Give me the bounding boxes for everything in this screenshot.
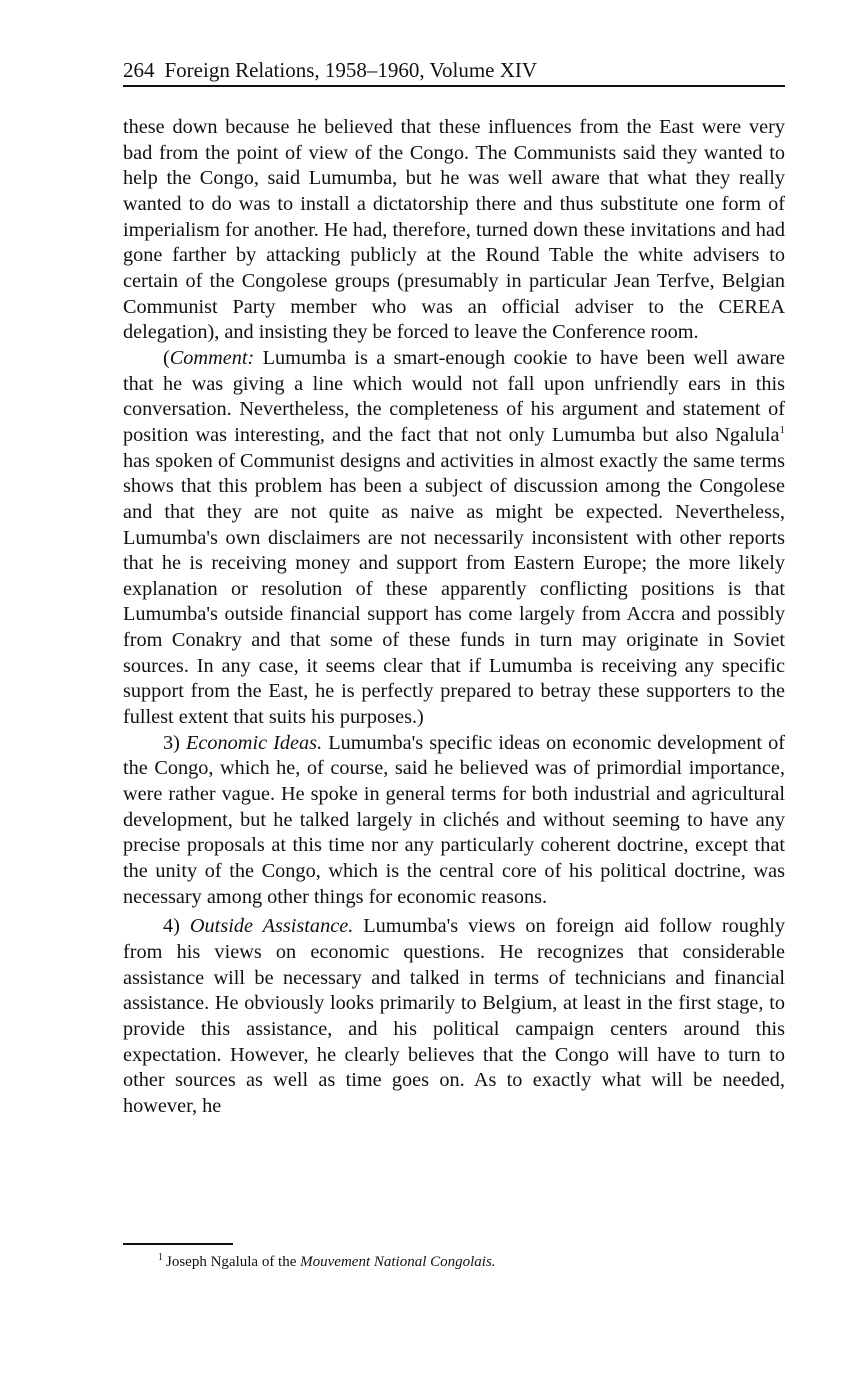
comment-text-part2: has spoken of Communist designs and activities in almost exactly the same terms shows that this problem has been a subject of discussion among the Congolese and that they are not quite as naive as might be expected. Nevertheless, Lumumba's own disclaimers are not necessarily inconsistent with other reports that he is receiving money and support from Eastern Europe; the more likely explanation or resolution of these apparently conflicting positions is that Lumumba's outside financial support has come largely from Accra and possibly from Conakry and that some of these funds in turn may originate in Soviet sources. In any case, it seems clear that if Lumumba is receiving any specific support from the East, he is perfectly prepared to betray these supporters to the fullest extent that suits his purposes.) — [123, 449, 785, 729]
paragraph-comment — [123, 346, 785, 731]
footnote-reference: 1 — [779, 424, 785, 437]
running-header — [123, 56, 785, 87]
footnote — [158, 1252, 496, 1272]
footnote-marker: 1 — [158, 1252, 163, 1263]
paragraph-continued: these down because he believed that these influences from the East were very bad from the point of view of the Congo. The Communists said they wanted to help the Congo, said Lumumba, but he was well aware that what they really wanted to do was to install a dictatorship there and thus substitute one form of imperialism for another. He had, therefore, turned down these invitations and had gone farther by attacking publicly at the Round Table the white advisers to certain of the Congolese groups (presumably in particular Jean Terfve, Belgian Communist Party member who was an official adviser to the CEREA delegation), and insisting they be forced to leave the Conference room. — [123, 116, 785, 344]
outside-assistance-text: Lumumba's views on foreign aid follow roughly from his views on economic questions. He recognizes that considerable assistance will be necessary and talked in terms of technicians and financial assistance. He obviously looks primarily to Belgium, at least in the first stage, to provide this assistance, and his political campaign centers around this expectation. However, he clearly believes that the Congo will have to turn to other sources as well as time goes on. As to exactly what will be needed, however, he — [123, 915, 785, 1117]
body-text — [123, 115, 785, 1120]
section-heading-outside-assistance: Outside Assistance. — [189, 915, 354, 938]
paragraph-outside-assistance — [123, 914, 785, 1119]
comment-label: Comment: — [169, 346, 255, 369]
section-number-4: 4) — [163, 915, 180, 938]
section-heading-economic-ideas: Economic Ideas. — [185, 731, 323, 754]
volume-title: Foreign Relations, 1958–1960, Volume XIV — [164, 58, 538, 82]
section-number-3: 3) — [163, 731, 180, 754]
footnote-text: Joseph Ngalula of the — [166, 1254, 301, 1270]
paragraph-economic-ideas — [123, 731, 785, 911]
document-page — [123, 56, 785, 1120]
economic-ideas-text: Lumumba's specific ideas on economic development of the Congo, which he, of course, said he believed was of primordial importance, were rather vague. He spoke in general terms for both industrial and agricultural development, but he talked largely in clichés and without seeming to have any precise proposals at this time nor any particularly coherent doctrine, except that the unity of the Congo, which is the central core of his political doctrine, was necessary among other things for economic reasons. — [123, 731, 786, 908]
comment-text-part1: Lumumba is a smart-enough cookie to have been well aware that he was giving a line which would not fall upon unfriendly ears in this conversation. Nevertheless, the completeness of his argument and statement of position was interesting, and the fact that not only Lumumba but also Ngalula — [123, 346, 785, 446]
page-number: 264 — [123, 58, 155, 82]
footnote-italic-text: Mouvement National Congolais. — [300, 1254, 496, 1270]
footnote-divider — [123, 1243, 233, 1245]
comment-open-paren: ( — [163, 346, 170, 369]
